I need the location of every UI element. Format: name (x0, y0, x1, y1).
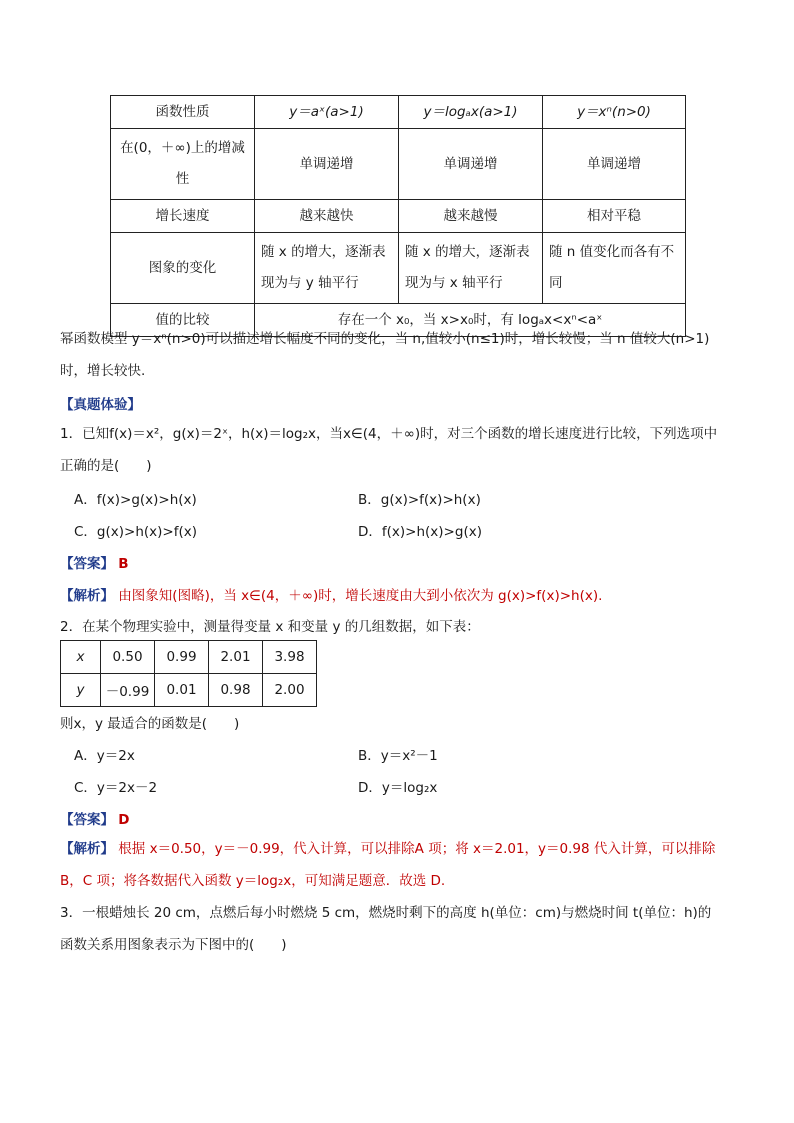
question-1-stem: 1．已知f(x)＝x²，g(x)＝2ˣ，h(x)＝log₂x，当x∈(4，＋∞)时，对三个函数的增长速度进行比较，下列选项中正确的是( ) (60, 426, 718, 474)
q2-answer (60, 808, 740, 828)
question-3-stem: 3．一根蜡烛长 20 cm，点燃后每小时燃烧 5 cm，燃烧时剩下的高度 h(单位：cm)与燃烧时间 t(单位：h)的函数关系用图象表示为下图中的( ) (60, 905, 712, 953)
table-cell: 随 x 的增大，逐渐表现为与 x 轴平行 (399, 233, 543, 304)
table-row (111, 233, 686, 304)
q2-option-b: B．y＝x²－1 (358, 748, 438, 764)
row-label: 图象的变化 (111, 233, 255, 304)
row-label: 在(0，＋∞)上的增减性 (111, 129, 255, 200)
table-cell: 单调递增 (399, 129, 543, 200)
table-cell: 随 x 的增大，逐渐表现为与 y 轴平行 (255, 233, 399, 304)
q1-analysis (60, 584, 740, 604)
table-cell: 随 n 值变化而各有不同 (543, 233, 686, 304)
question-2-prompt: 则x，y 最适合的函数是( ) (60, 716, 240, 732)
data-row-y (61, 674, 317, 707)
q1-option-d: D．f(x)>h(x)>g(x) (358, 524, 482, 540)
data-cell: 0.99 (155, 641, 209, 674)
answer-value: D (118, 812, 130, 828)
merged-cell: 存在一个 x₀，当 x>x₀时，有 logₐx<xⁿ<aˣ (255, 304, 686, 337)
row-label: x (61, 641, 101, 674)
section-title: 【真题体验】 (60, 397, 141, 413)
row-label: 增长速度 (111, 200, 255, 233)
data-cell: 0.50 (101, 641, 155, 674)
q1-option-b: B．g(x)>f(x)>h(x) (358, 492, 481, 508)
q2-option-a: A．y＝2x (74, 748, 135, 764)
q2-analysis (60, 833, 720, 897)
table-header-row (111, 96, 686, 129)
q2-option-c: C．y＝2x－2 (74, 780, 158, 796)
q1-answer (60, 552, 740, 572)
q2-option-d: D．y＝log₂x (358, 780, 438, 796)
q2-data-table (60, 640, 317, 707)
analysis-text: 由图象知(图略)，当 x∈(4，＋∞)时，增长速度由大到小依次为 g(x)>f(x)>h(x). (118, 588, 603, 604)
data-cell: 2.00 (263, 674, 317, 707)
q1-option-a: A．f(x)>g(x)>h(x) (74, 492, 197, 508)
answer-label: 【答案】 (60, 812, 114, 828)
table-cell: 越来越快 (255, 200, 399, 233)
data-cell: －0.99 (101, 674, 155, 707)
answer-value: B (118, 556, 129, 572)
table-row (111, 129, 686, 200)
data-row-x (61, 641, 317, 674)
analysis-label: 【解析】 (60, 588, 114, 604)
table-cell: 相对平稳 (543, 200, 686, 233)
summary-paragraph: 幂函数模型 y＝xⁿ(n>0)可以描述增长幅度不同的变化，当 n,值较小(n≤1)时，增长较慢；当 n 值较大(n>1)时，增长较快. (60, 331, 710, 379)
analysis-label: 【解析】 (60, 841, 114, 857)
header-cell: y＝aˣ(a>1) (255, 96, 399, 129)
header-cell: y＝logₐx(a>1) (399, 96, 543, 129)
analysis-text: 根据 x＝0.50，y＝－0.99，代入计算，可以排除A 项；将 x＝2.01，y＝0.98 代入计算，可以排除B，C 项；将各数据代入函数 y＝log₂x，可知满足题意．故选 D. (60, 841, 716, 889)
table-cell: 越来越慢 (399, 200, 543, 233)
row-label: 值的比较 (111, 304, 255, 337)
data-cell: 0.98 (209, 674, 263, 707)
data-cell: 2.01 (209, 641, 263, 674)
q1-option-c: C．g(x)>h(x)>f(x) (74, 524, 197, 540)
answer-label: 【答案】 (60, 556, 114, 572)
data-cell: 0.01 (155, 674, 209, 707)
question-2-stem: 2．在某个物理实验中，测量得变量 x 和变量 y 的几组数据，如下表： (60, 619, 480, 635)
function-property-table (110, 95, 686, 337)
header-cell: 函数性质 (111, 96, 255, 129)
data-cell: 3.98 (263, 641, 317, 674)
table-cell: 单调递增 (543, 129, 686, 200)
row-label: y (61, 674, 101, 707)
table-row (111, 200, 686, 233)
header-cell: y＝xⁿ(n>0) (543, 96, 686, 129)
table-cell: 单调递增 (255, 129, 399, 200)
